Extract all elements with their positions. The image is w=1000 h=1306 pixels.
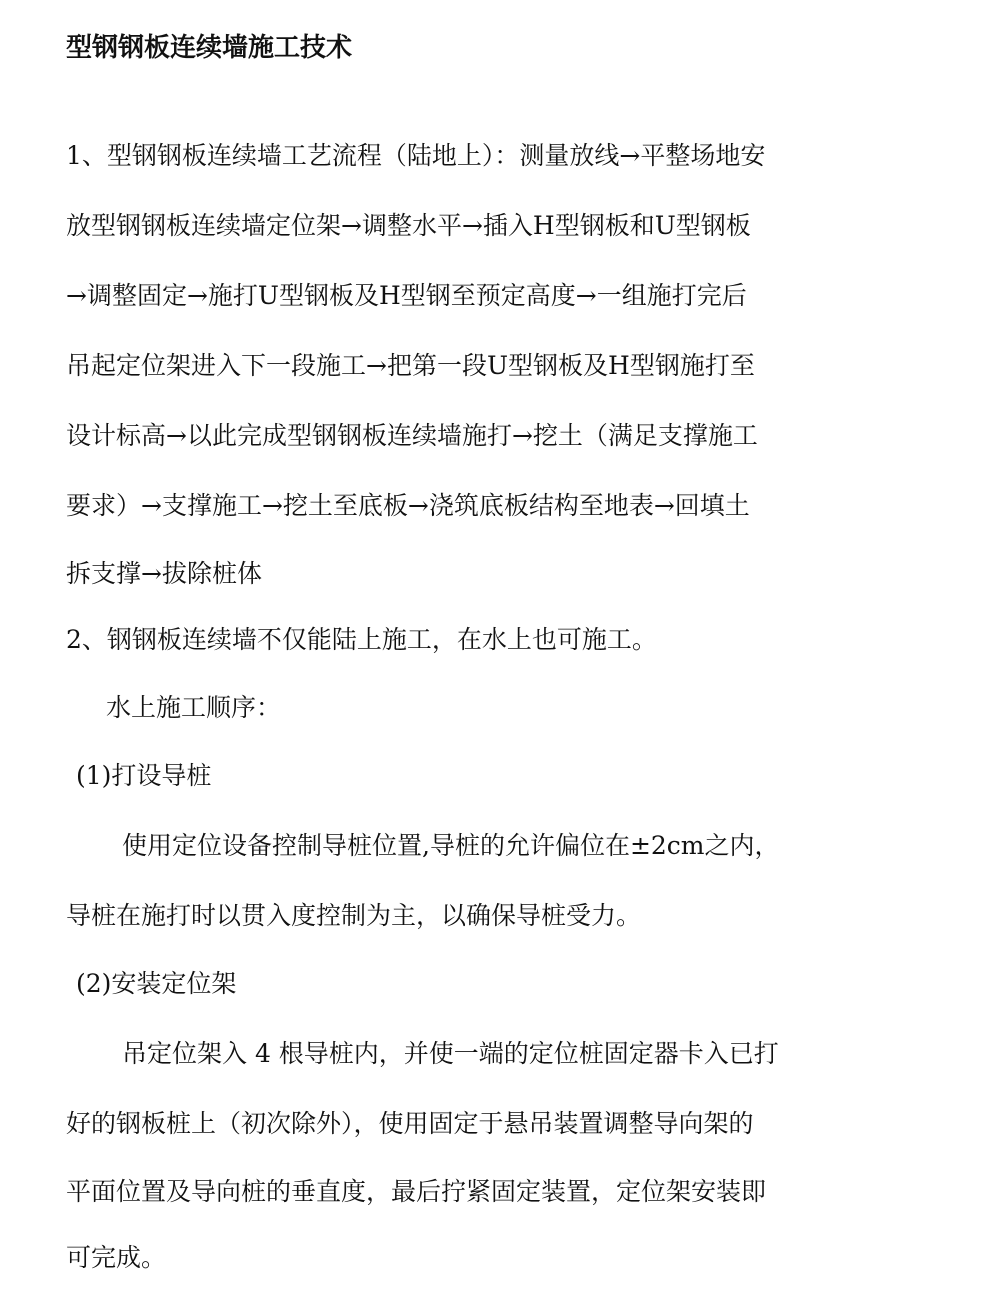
section1-line-6: 要求）→支撑施工→挖土至底板→浇筑底板结构至地表→回填土 <box>66 491 750 520</box>
step2-line-1: 吊定位架入 4 根导桩内，并使一端的定位桩固定器卡入已打 <box>122 1039 779 1068</box>
section1-line-7: 拆支撑→拔除桩体 <box>66 559 262 588</box>
section1-line-4: 吊起定位架进入下一段施工→把第一段U型钢板及H型钢施打至 <box>66 351 755 380</box>
step2-line-3: 平面位置及导向桩的垂直度，最后拧紧固定装置，定位架安装即 <box>66 1177 767 1206</box>
step2-title: (2)安装定位架 <box>76 969 237 998</box>
step2-line-4: 可完成。 <box>66 1243 167 1272</box>
section2-heading: 2、钢钢板连续墙不仅能陆上施工，在水上也可施工。 <box>66 625 657 654</box>
section1-line-5: 设计标高→以此完成型钢钢板连续墙施打→挖土（满足支撑施工 <box>66 421 758 450</box>
step1-line-2: 导桩在施打时以贯入度控制为主，以确保导桩受力。 <box>66 901 642 930</box>
step2-line-2: 好的钢板桩上（初次除外），使用固定于悬吊装置调整导向架的 <box>66 1109 754 1138</box>
section1-line-2: 放型钢钢板连续墙定位架→调整水平→插入H型钢板和U型钢板 <box>66 211 751 240</box>
step1-title: (1)打设导桩 <box>76 761 212 790</box>
step1-line-1: 使用定位设备控制导桩位置,导桩的允许偏位在±2cm之内， <box>122 831 780 860</box>
section1-line-1: 1、型钢钢板连续墙工艺流程（陆地上）：测量放线→平整场地安 <box>66 141 766 170</box>
section2-subheading: 水上施工顺序： <box>106 693 282 722</box>
document-title: 型钢钢板连续墙施工技术 <box>66 33 353 63</box>
section1-line-3: →调整固定→施打U型钢板及H型钢至预定高度→一组施打完后 <box>66 281 747 310</box>
